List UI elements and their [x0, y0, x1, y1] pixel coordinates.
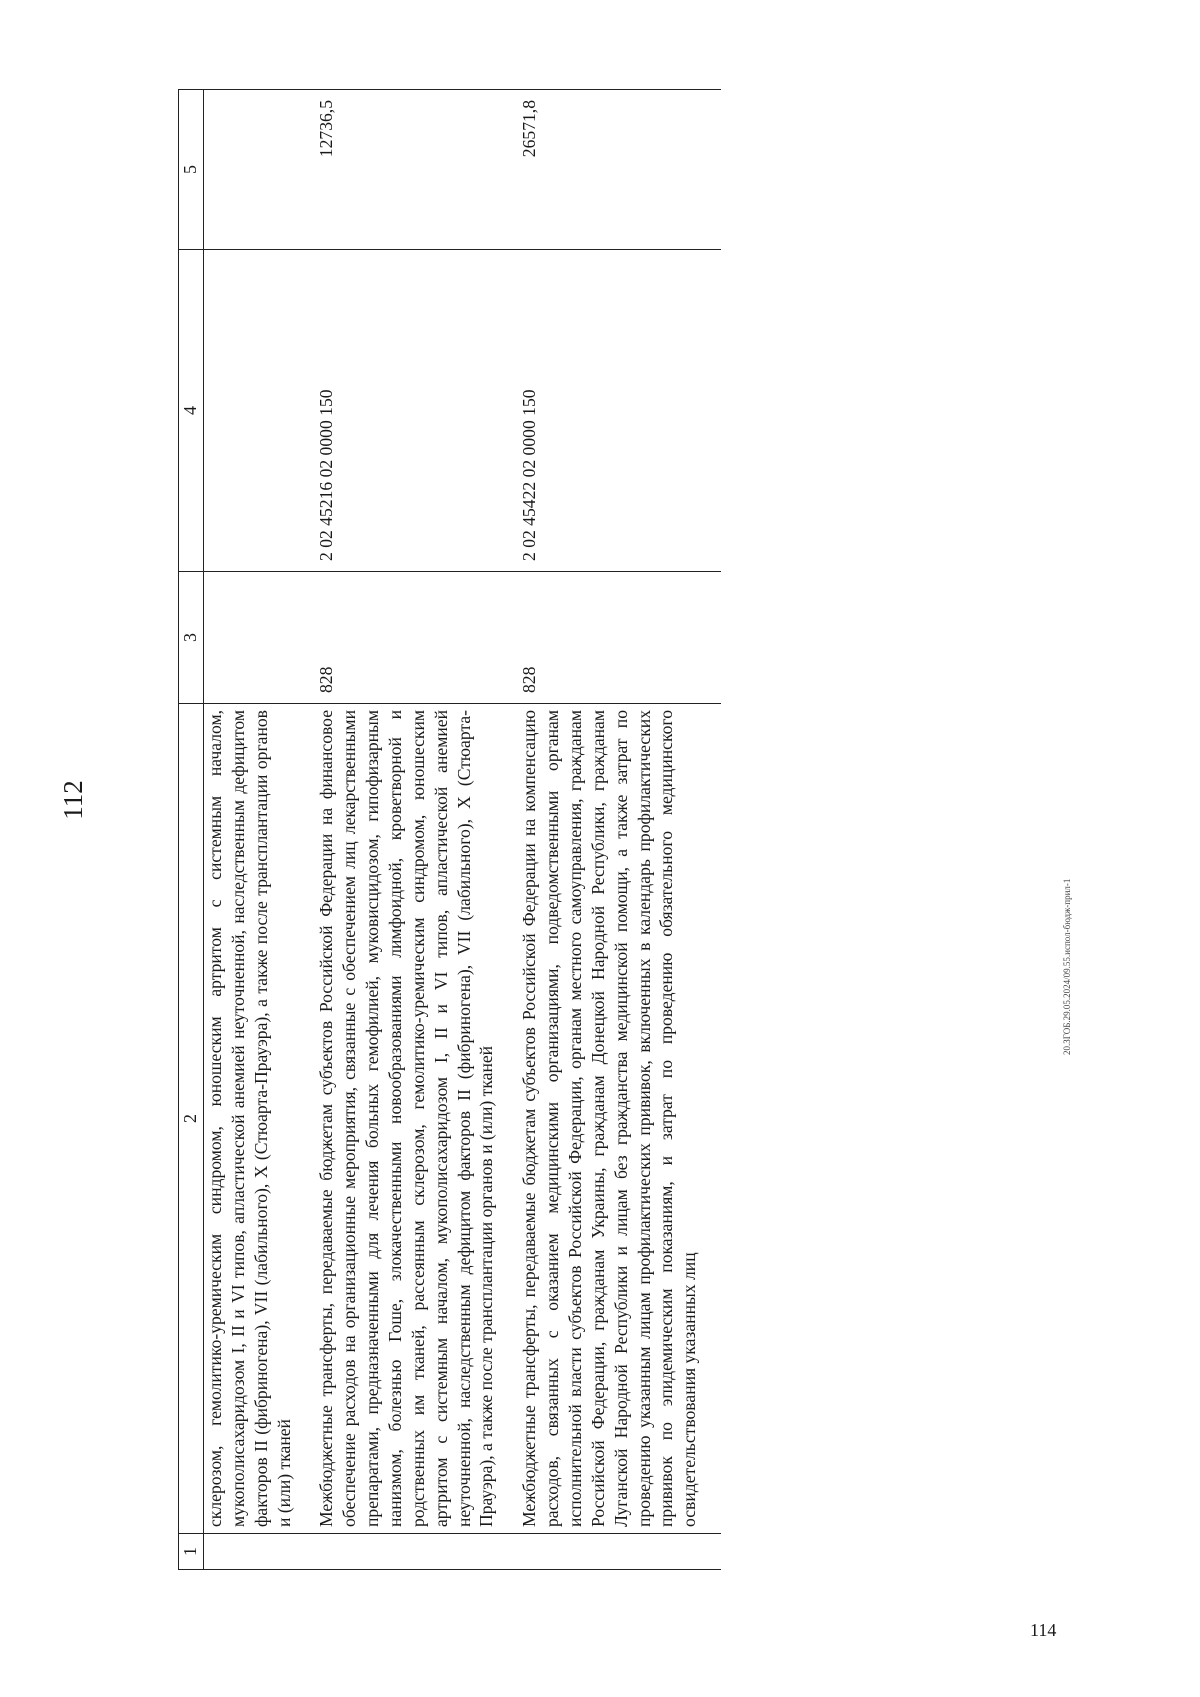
row-3-col1: [518, 1534, 721, 1570]
row-2-description: Межбюджетные трансферты, передаваемые бюджетам субъектов Российской Федерации на финансовое обеспечение расходов на организационные мероприятия, связанные с обеспечением лиц лекарственными препаратами, предназначенными для лечения больных гемофилией, муковисцидозом, гипофизарным нанизмом, болезнью Гоше, злокачественными новообразованиями лимфоидной, кроветворной и родственных им тканей, рассеянным склерозом, гемолитико-уремическим синдромом, юношеским артритом с системным началом, мукополисахаридозом I, II и VI типов, апластической анемией неуточненной, наследственным дефицитом факторов II (фибриногена), VII (лабильного), X (Стюарта-Прауэра), а также после трансплантации органов и (или) тканей: [315, 704, 518, 1534]
row-2-amount: 12736,5: [315, 90, 518, 250]
row-3-admin-code: 828: [518, 572, 721, 704]
row-1-income-code: [204, 250, 316, 572]
row-3-description: Межбюджетные трансферты, передаваемые бюджетам субъектов Российской Федерации на компенсацию расходов, связанных с оказанием медицинскими организациями, подведомственными органам исполнительной власти субъектов Российской Федерации, органам местного самоуправления, гражданам Российской Федерации, гражданам Украины, гражданам Донецкой Народной Республики, гражданам Луганской Народной Республики и лицам без гражданства медицинской помощи, а также затрат по проведению указанным лицам профилактических прививок, включенных в календарь профилактических прививок по эпидемическим показаниям, и затрат по проведению обязательного медицинского освидетельствования указанных лиц: [518, 704, 721, 1534]
sheet-number: 114: [1030, 1620, 1057, 1640]
row-3-amount: 26571,8: [518, 90, 721, 250]
inner-page-number: 112: [58, 780, 88, 820]
row-2-income-code: 2 02 45216 02 0000 150: [315, 250, 518, 572]
header-col-1: 1: [179, 1534, 204, 1570]
document-stamp-text: 20.ЗГОБ.29.05.2024/09.55.испол-бюдж-прил-1: [1062, 878, 1072, 1055]
header-col-3: 3: [179, 572, 204, 704]
table-row: [518, 90, 721, 1570]
row-3-income-code: 2 02 45422 02 0000 150: [518, 250, 721, 572]
header-col-5: 5: [179, 90, 204, 250]
row-2-col1: [315, 1534, 518, 1570]
budget-table: [178, 89, 721, 1570]
header-col-4: 4: [179, 250, 204, 572]
table-row: [315, 90, 518, 1570]
row-1-amount: [204, 90, 316, 250]
row-1-col1: [204, 1534, 316, 1570]
header-col-2: 2: [179, 704, 204, 1534]
table-row: [204, 90, 316, 1570]
row-2-admin-code: 828: [315, 572, 518, 704]
table-header-row: [179, 90, 204, 1570]
row-1-description: склерозом, гемолитико-уремическим синдромом, юношеским артритом с системным началом, мукополисахаридозом I, II и VI типов, апластической анемией неуточненной, наследственным дефицитом факторов II (фибриногена), VII (лабильного), X (Стюарта-Прауэра), а также после трансплантации органов и (или) тканей: [204, 704, 316, 1534]
row-1-admin-code: [204, 572, 316, 704]
document-stamp: [1062, 55, 1082, 1055]
